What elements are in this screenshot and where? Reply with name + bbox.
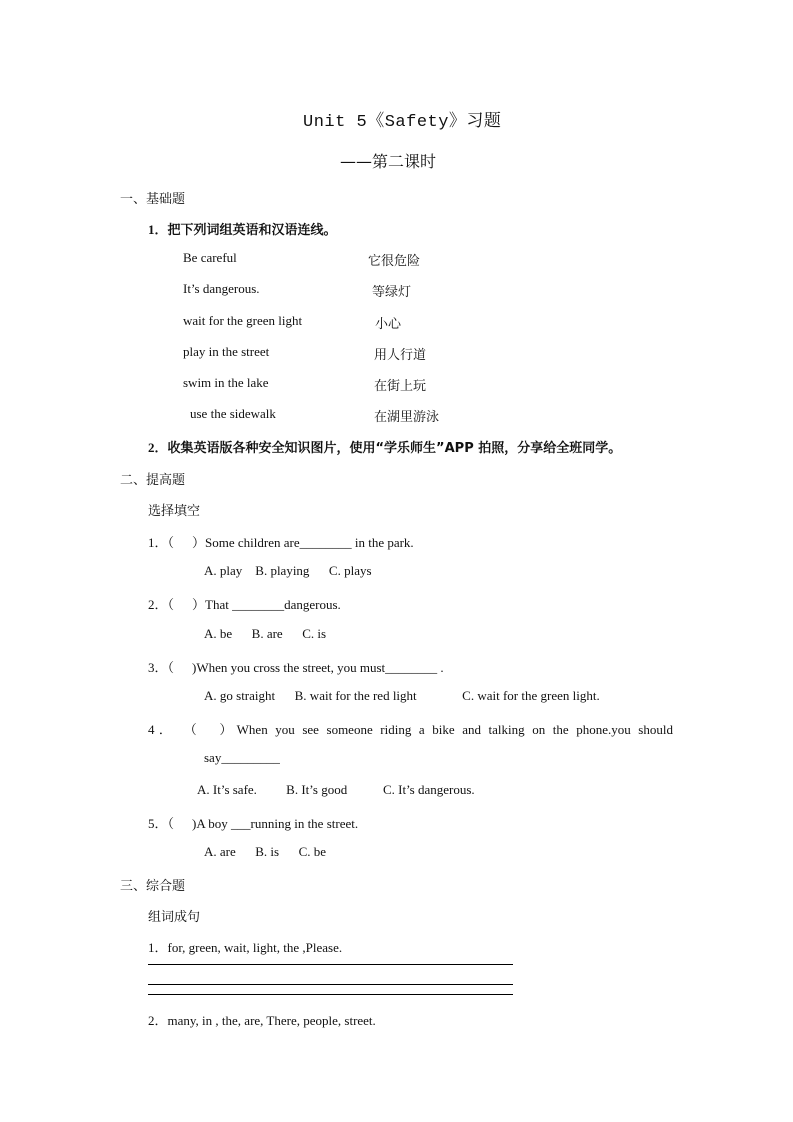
match-zh-5: 在街上玩 <box>374 379 427 394</box>
subheading-sentence-building: 组词成句 <box>148 910 201 925</box>
question-number: 1． <box>148 940 168 955</box>
question-1-instruction <box>148 219 337 238</box>
answer-line[interactable] <box>148 964 513 965</box>
mc-options-1: A. play B. playing C. plays <box>204 563 372 578</box>
question-number: 1．（ <box>148 535 175 550</box>
mc-question-1 <box>148 532 414 551</box>
question-number: 1． <box>148 222 168 237</box>
sentence-question-1 <box>148 937 342 956</box>
question-number: 2． <box>148 1013 168 1028</box>
question-text: )When you cross the street, you must________ . <box>192 660 444 675</box>
match-zh-4: 用人行道 <box>374 348 427 363</box>
match-en-6: use the sidewalk <box>190 406 276 421</box>
question-number: 2．（ <box>148 597 175 612</box>
match-zh-3: 小心 <box>375 317 402 332</box>
question-text: 把下列词组英语和汉语连线。 <box>167 223 337 238</box>
match-en-5: swim in the lake <box>183 375 269 390</box>
match-en-4: play in the street <box>183 344 270 359</box>
mc-question-5 <box>148 813 358 832</box>
mc-options-3: A. go straight B. wait for the red light C. wait for the green light. <box>204 688 600 703</box>
mc-question-3 <box>148 657 444 676</box>
question-number: 3．（ <box>148 660 175 675</box>
mc-question-4 <box>148 719 673 738</box>
mc-question-4-cont: say_________ <box>204 750 280 765</box>
match-en-2: It’s dangerous. <box>183 281 260 296</box>
answer-line[interactable] <box>148 984 513 985</box>
mc-options-2: A. be B. are C. is <box>204 626 327 641</box>
question-text: 收集英语版各种安全知识图片，使用“学乐师生”APP 拍照，分享给全班同学。 <box>167 441 622 456</box>
question-number: 5．（ <box>148 816 175 831</box>
answer-line[interactable] <box>148 994 513 995</box>
mc-question-2 <box>148 594 341 613</box>
question-number: 4． （ <box>148 722 202 737</box>
mc-options-4: A. It’s safe. B. It’s good C. It’s dangerous. <box>197 782 475 797</box>
mc-options-5: A. are B. is C. be <box>204 844 327 859</box>
question-text: for, green, wait, light, the ,Please. <box>167 940 343 955</box>
question-number: 2． <box>148 440 168 455</box>
page-subtitle: ——第二课时 <box>340 152 437 171</box>
question-text: )A boy ___running in the street. <box>192 816 359 831</box>
match-en-3: wait for the green light <box>183 313 303 328</box>
section-heading-advanced: 二、提高题 <box>120 473 186 488</box>
section-heading-basic: 一、基础题 <box>120 192 186 207</box>
match-zh-1: 它很危险 <box>368 254 421 269</box>
question-text: many, in , the, are, There, people, street. <box>167 1013 376 1028</box>
section-heading-comprehensive: 三、综合题 <box>120 879 186 894</box>
question-text: ）That ________dangerous. <box>192 597 341 612</box>
match-zh-6: 在湖里游泳 <box>374 410 440 425</box>
subheading-multiple-choice: 选择填空 <box>148 504 201 519</box>
question-2-instruction <box>148 437 621 456</box>
match-zh-2: 等绿灯 <box>372 285 412 300</box>
question-text: ）When you see someone riding a bike and talking on the phone.you should <box>215 722 673 737</box>
match-en-1: Be careful <box>183 250 237 265</box>
question-text: ）Some children are________ in the park. <box>192 535 414 550</box>
page-title: Unit 5《Safety》习题 <box>303 113 502 132</box>
sentence-question-2 <box>148 1010 376 1029</box>
